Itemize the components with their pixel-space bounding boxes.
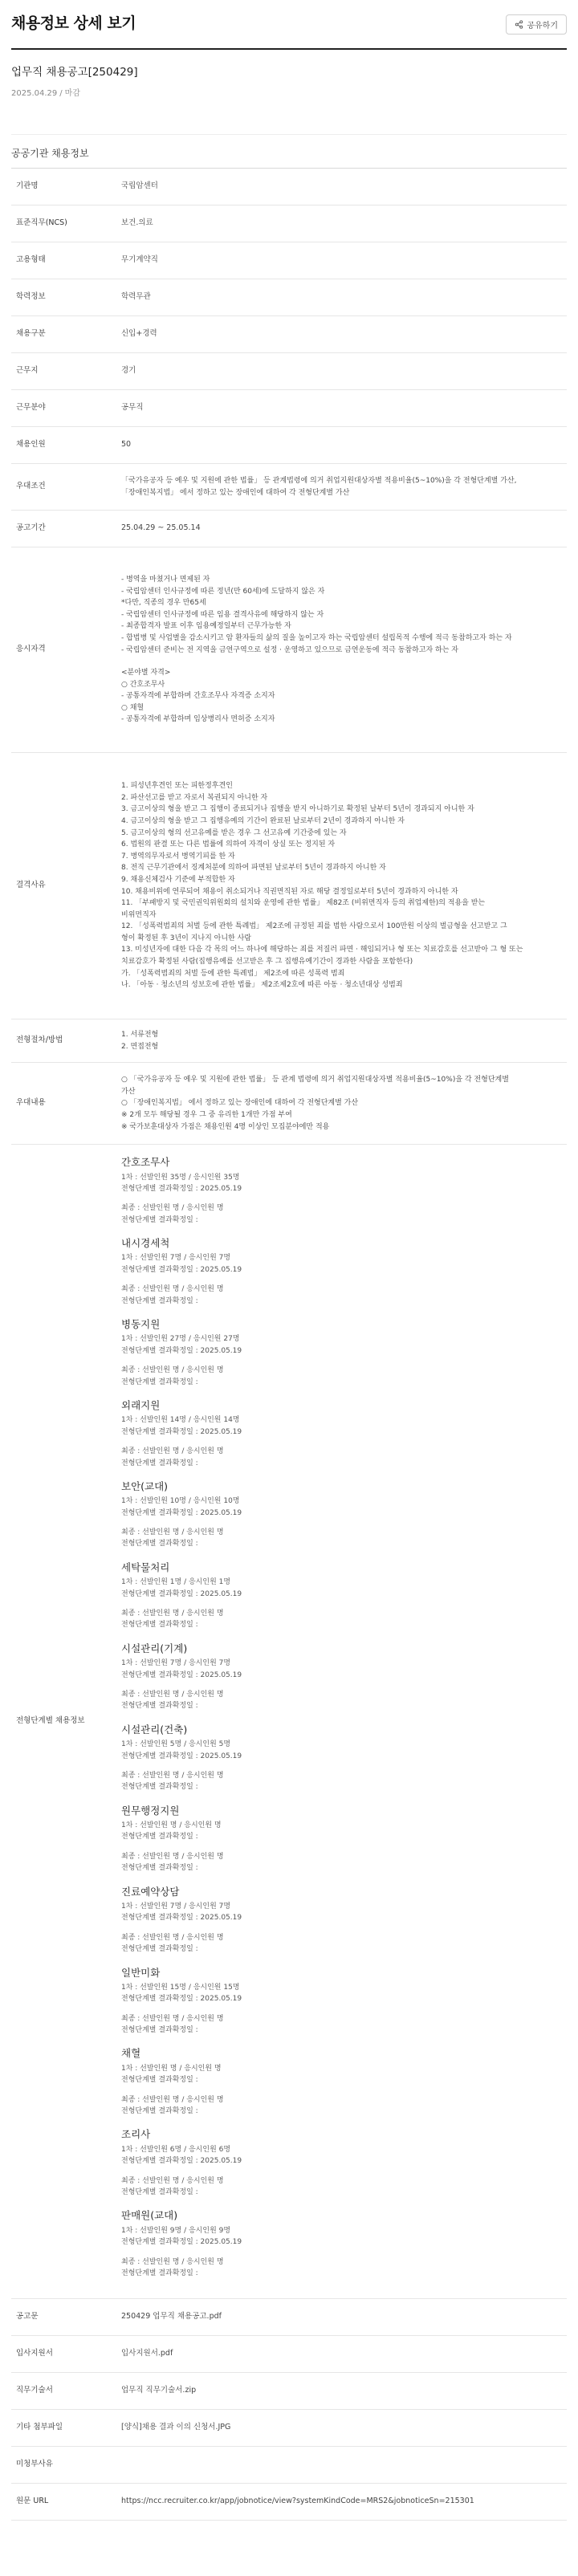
row-value: 보건.의료 xyxy=(121,218,153,228)
stage-line: 1차 : 선발인원 명 / 응시인원 명 xyxy=(121,2064,222,2073)
row-label: 전형절차/방법 xyxy=(16,1036,63,1045)
row-headcount xyxy=(11,427,567,464)
text-line: 7. 병역의무자로서 병역기피를 한 자 xyxy=(121,852,235,861)
row-ncs xyxy=(11,206,567,242)
row-value: 무기계약직 xyxy=(121,255,158,265)
row-value: 25.04.29 ~ 25.05.14 xyxy=(121,523,201,533)
stage-line: 전형단계별 결과확정일 : xyxy=(121,1540,198,1548)
text-line: - 공통자격에 부합하며 임상병리사 면허증 소지자 xyxy=(121,715,275,724)
row-value xyxy=(121,771,567,1000)
row-value: 신입+경력 xyxy=(121,329,157,339)
row-education xyxy=(11,279,567,316)
stage-line: 전형단계별 결과확정일 : 2025.05.19 xyxy=(121,1995,242,2004)
stage-line: 1차 : 선발인원 7명 / 응시인원 7명 xyxy=(121,1659,231,1668)
row-stages xyxy=(11,1145,567,2299)
row-preference-detail xyxy=(11,1063,567,1145)
row-label: 결격사유 xyxy=(16,881,46,890)
job-header xyxy=(0,50,578,108)
text-line: 10. 채용비위에 연루되어 채용이 취소되거나 직권면직된 자로 해당 결정일로부터 5년이 경과하지 아니한 자 xyxy=(121,887,458,896)
text-line: - 최종합격자 발표 이후 임용예정일부터 근무가능한 자 xyxy=(121,622,291,631)
stage-line: 최종 : 선발인원 명 / 응시인원 명 xyxy=(121,1609,224,1618)
stage-name: 채혈 xyxy=(121,2047,141,2060)
job-date: 2025.04.29 xyxy=(11,88,58,98)
row-label: 우대내용 xyxy=(16,1098,46,1108)
text-line: 치료감호가 확정된 사람(집행유예를 선고받은 후 그 집행유예기간이 경과한 사람을 포함한다) xyxy=(121,957,413,966)
text-line: 가. 「성폭력범죄의 처벌 등에 관한 특례법」 제2조에 따른 성폭력 범죄 xyxy=(121,969,345,978)
text-line: - 국립암센터 준비는 전 지역을 금연구역으로 설정 · 운영하고 있으므로 금연운동에 적극 동참하고자 하는 자 xyxy=(121,645,459,654)
stage-line: 전형단계별 결과확정일 : xyxy=(121,2187,198,2196)
stage-line: 전형단계별 결과확정일 : xyxy=(121,1833,198,1841)
stage-line: 전형단계별 결과확정일 : 2025.05.19 xyxy=(121,1184,242,1193)
row-label: 학력정보 xyxy=(16,292,46,302)
text-line: 「장애인복지법」 에서 정하고 있는 장애인에 대하여 각 전형단계별 가산 xyxy=(121,488,350,497)
stage-name: 진료예약상담 xyxy=(121,1885,180,1898)
notice-file-link[interactable]: 250429 업무직 채용공고.pdf xyxy=(121,2312,222,2322)
stage-line: 전형단계별 결과확정일 : 2025.05.19 xyxy=(121,1427,242,1436)
stage-line: 최종 : 선발인원 명 / 응시인원 명 xyxy=(121,1285,224,1294)
row-method xyxy=(11,1019,567,1063)
text-line: 8. 전직 근무기관에서 징계처분에 의하여 파면된 날로부터 5년이 경과하지 아니한 자 xyxy=(121,864,386,873)
row-attachments xyxy=(11,2410,567,2447)
stage-name: 조리사 xyxy=(121,2128,151,2141)
row-qualification xyxy=(11,547,567,753)
row-location xyxy=(11,353,567,390)
stage-group xyxy=(121,1398,560,1469)
row-value xyxy=(121,1019,567,1062)
blank-line xyxy=(121,2086,560,2094)
stage-line: 전형단계별 결과확정일 : 2025.05.19 xyxy=(121,2157,242,2166)
stage-line: 전형단계별 결과확정일 : xyxy=(121,1621,198,1630)
blank-line xyxy=(121,1762,560,1770)
blank-line xyxy=(121,1600,560,1608)
blank-line xyxy=(121,2005,560,2013)
stage-name: 보안(교대) xyxy=(121,1479,169,1492)
text-line: 가산 xyxy=(121,1087,136,1096)
text-line: <분야별 자격> xyxy=(121,669,171,678)
stage-group xyxy=(121,1479,560,1550)
row-field xyxy=(11,390,567,427)
stage-line: 전형단계별 결과확정일 : xyxy=(121,1864,198,1873)
stage-line: 최종 : 선발인원 명 / 응시인원 명 xyxy=(121,2176,224,2185)
stage-group xyxy=(121,1641,560,1712)
stage-name: 병동지원 xyxy=(121,1318,161,1331)
text-line: 나. 「아동 · 청소년의 성보호에 관한 법률」 제2조제2호에 따른 아동 · 청소년대상 성범죄 xyxy=(121,981,403,990)
row-value xyxy=(121,466,567,508)
text-line: 2. 면접전형 xyxy=(121,1042,159,1051)
text-line: - 합법병 및 사업별을 감소시키고 암 환자들의 삶의 질을 높이고자 하는 국립암센터 설립목적 수행에 적극 동참하고자 하는 자 xyxy=(121,633,512,642)
row-value: 50 xyxy=(121,440,132,450)
row-label: 직무기술서 xyxy=(16,2386,53,2395)
text-line: 1. 피성년후견인 또는 피한정후견인 xyxy=(121,782,233,791)
stage-group xyxy=(121,2208,560,2279)
row-label: 기관명 xyxy=(16,181,39,191)
stage-name: 세탁물처리 xyxy=(121,1561,170,1573)
stage-line: 최종 : 선발인원 명 / 응시인원 명 xyxy=(121,1933,224,1942)
share-icon xyxy=(515,20,523,29)
stage-line: 최종 : 선발인원 명 / 응시인원 명 xyxy=(121,2257,224,2266)
stage-line: 1차 : 선발인원 15명 / 응시인원 15명 xyxy=(121,1983,240,1992)
stage-group xyxy=(121,1316,560,1388)
blank-line xyxy=(121,1924,560,1932)
text-line: 9. 채용신체검사 기준에 부적합한 자 xyxy=(121,875,235,884)
stage-line: 1차 : 선발인원 35명 / 응시인원 35명 xyxy=(121,1173,240,1182)
text-line: - 국립암센터 인사규정에 따른 임용 결격사유에 해당하지 않는 자 xyxy=(121,610,324,619)
text-line: - 공통자격에 부합하며 간호조무사 자격증 소지자 xyxy=(121,692,275,701)
text-line: 13. 미성년자에 대한 다음 각 목의 어느 하나에 해당하는 죄를 저질러 파면 · 해임되거나 형 또는 치료감호를 선고받아 그 형 또는 xyxy=(121,946,523,954)
stage-name: 시설관리(건축) xyxy=(121,1723,188,1736)
stage-line: 전형단계별 결과확정일 : xyxy=(121,1296,198,1305)
page-header xyxy=(0,0,578,48)
row-value: 공무직 xyxy=(121,403,144,413)
stage-line: 전형단계별 결과확정일 : 2025.05.19 xyxy=(121,1508,242,1517)
stage-group xyxy=(121,1803,560,1874)
row-value xyxy=(121,564,567,735)
row-value: 국립암센터 xyxy=(121,181,158,191)
text-line: 11. 「부패방지 및 국민권익위원회의 설치와 운영에 관한 법률」 제82조 (비위면직자 등의 취업제한)의 적용을 받는 xyxy=(121,899,486,908)
row-label: 채용인원 xyxy=(16,440,46,450)
stage-line: 1차 : 선발인원 명 / 응시인원 명 xyxy=(121,1821,222,1830)
text-line: 비위면직자 xyxy=(121,910,157,919)
row-label: 근무분야 xyxy=(16,403,46,413)
stage-line: 1차 : 선발인원 10명 / 응시인원 10명 xyxy=(121,1497,240,1506)
text-line: ○ 채혈 xyxy=(121,703,144,712)
stage-line: 전형단계별 결과확정일 : xyxy=(121,1783,198,1792)
text-line: ○ 「국가유공자 등 예우 및 지원에 관한 법률」 등 관계 법령에 의거 취업지원대상자별 적용비율(5~10%)을 각 전형단계별 xyxy=(121,1076,509,1085)
stage-line: 1차 : 선발인원 1명 / 응시인원 1명 xyxy=(121,1578,231,1587)
text-line: ※ 2개 모두 해당될 경우 그 중 유리한 1개만 가점 부여 xyxy=(121,1110,292,1119)
stage-line: 전형단계별 결과확정일 : xyxy=(121,1459,198,1467)
stage-line: 최종 : 선발인원 명 / 응시인원 명 xyxy=(121,1528,224,1537)
share-label: 공유하기 xyxy=(527,21,558,31)
text-line: - 국립암센터 인사규정에 따른 정년(만 60세)에 도달하지 않은 자 xyxy=(121,587,325,596)
row-label: 근무지 xyxy=(16,366,39,376)
text-line: 5. 금고이상의 형의 선고유예를 받은 경우 그 선고유예 기간중에 있는 자 xyxy=(121,828,347,837)
stage-line: 전형단계별 결과확정일 : xyxy=(121,2269,198,2277)
blank-line xyxy=(121,656,560,667)
job-desc-file-link[interactable]: 업무직 직무기술서.zip xyxy=(121,2386,197,2395)
row-value: 경기 xyxy=(121,366,136,376)
stage-line: 전형단계별 결과확정일 : 2025.05.19 xyxy=(121,1265,242,1274)
stage-line: 1차 : 선발인원 27명 / 응시인원 27명 xyxy=(121,1335,240,1344)
row-disqualification xyxy=(11,753,567,1019)
stage-line: 전형단계별 결과확정일 : xyxy=(121,1702,198,1711)
text-line: *다만, 직종의 경우 만65세 xyxy=(121,599,206,608)
blank-line xyxy=(121,1194,560,1203)
blank-line xyxy=(121,1519,560,1527)
text-line: ○ 「장애인복지법」 에서 정하고 있는 장애인에 대하여 각 전형단계별 가산 xyxy=(121,1099,359,1108)
text-line: 4. 금고이상의 형을 받고 그 집행유예의 기간이 완료된 날로부터 2년이 경과하지 아니한 자 xyxy=(121,817,405,826)
stage-line: 전형단계별 결과확정일 : xyxy=(121,1215,198,1224)
row-value xyxy=(121,1064,567,1142)
application-file-link[interactable]: 입사지원서.pdf xyxy=(121,2349,173,2358)
blank-line xyxy=(121,2167,560,2175)
stage-line: 전형단계별 결과확정일 : xyxy=(121,1945,198,1954)
row-label: 우대조건 xyxy=(16,482,46,491)
stage-line: 1차 : 선발인원 7명 / 응시인원 7명 xyxy=(121,1254,231,1263)
stage-group xyxy=(121,1154,560,1226)
stage-line: 전형단계별 결과확정일 : xyxy=(121,2026,198,2035)
stage-line: 최종 : 선발인원 명 / 응시인원 명 xyxy=(121,2014,224,2023)
text-line: 형이 확정된 후 3년이 지나지 아니한 사람 xyxy=(121,934,251,942)
stage-line: 1차 : 선발인원 6명 / 응시인원 6명 xyxy=(121,2145,231,2154)
share-button[interactable] xyxy=(506,14,567,35)
stage-group xyxy=(121,2045,560,2117)
stage-line: 전형단계별 결과확정일 : xyxy=(121,2107,198,2116)
row-label: 원문 URL xyxy=(16,2497,49,2506)
row-label: 입사지원서 xyxy=(16,2349,53,2358)
stage-group xyxy=(121,1235,560,1307)
stage-line: 최종 : 선발인원 명 / 응시인원 명 xyxy=(121,2095,224,2104)
row-label: 기타 첨부파일 xyxy=(16,2423,63,2432)
text-line: - 병역을 마쳤거나 면제된 자 xyxy=(121,576,210,584)
stage-line: 1차 : 선발인원 7명 / 응시인원 7명 xyxy=(121,1902,231,1911)
row-label: 채용구분 xyxy=(16,329,46,339)
row-preference xyxy=(11,464,567,511)
row-label: 고용형태 xyxy=(16,255,46,265)
stage-line: 최종 : 선발인원 명 / 응시인원 명 xyxy=(121,1366,224,1375)
text-line: ※ 국가보훈대상자 가점은 채용인원 4명 이상인 모집분야에만 적용 xyxy=(121,1122,330,1131)
stage-line: 전형단계별 결과확정일 : 2025.05.19 xyxy=(121,1589,242,1598)
row-label: 공고문 xyxy=(16,2312,39,2322)
stage-line: 전형단계별 결과확정일 : 2025.05.19 xyxy=(121,1914,242,1923)
stage-name: 내시경세척 xyxy=(121,1237,170,1250)
stage-group xyxy=(121,2126,560,2198)
blank-line xyxy=(121,1276,560,1284)
attachment-file-link[interactable]: [양식]채용 결과 이의 신청서.JPG xyxy=(121,2423,231,2432)
meta-separator: / xyxy=(59,88,63,98)
row-label: 전형단계별 채용정보 xyxy=(16,1716,85,1726)
text-line: 12. 「성폭력범죄의 처벌 등에 관한 특례법」 제2조에 규정된 죄를 범한 사람으로서 100만원 이상의 벌금형을 선고받고 그 xyxy=(121,922,507,931)
info-table xyxy=(11,168,567,2521)
stage-line: 전형단계별 결과확정일 : 2025.05.19 xyxy=(121,2238,242,2247)
stages-list xyxy=(121,1145,567,2298)
stage-name: 판매원(교대) xyxy=(121,2209,178,2222)
row-value xyxy=(121,2459,567,2472)
section-title: 공공기관 채용정보 xyxy=(11,148,89,160)
stage-line: 전형단계별 결과확정일 : xyxy=(121,2076,198,2085)
row-label: 응시자격 xyxy=(16,645,46,654)
row-label: 미청부사유 xyxy=(16,2460,53,2469)
stage-line: 전형단계별 결과확정일 : 2025.05.19 xyxy=(121,1346,242,1355)
stage-name: 원무행정지원 xyxy=(121,1804,180,1817)
row-notice-file xyxy=(11,2299,567,2336)
stage-group xyxy=(121,1560,560,1631)
stage-name: 시설관리(기계) xyxy=(121,1642,188,1654)
stage-group xyxy=(121,1722,560,1793)
row-url xyxy=(11,2484,567,2521)
row-job-desc xyxy=(11,2373,567,2410)
text-line: ○ 간호조무사 xyxy=(121,680,165,689)
blank-line xyxy=(121,1681,560,1689)
row-org xyxy=(11,169,567,206)
row-period xyxy=(11,511,567,547)
blank-line xyxy=(121,1843,560,1851)
stage-line: 최종 : 선발인원 명 / 응시인원 명 xyxy=(121,1690,224,1699)
stage-name: 외래지원 xyxy=(121,1398,161,1411)
job-title: 업무직 채용공고[250429] xyxy=(11,66,138,79)
row-value: 학력무관 xyxy=(121,292,151,302)
stage-line: 최종 : 선발인원 명 / 응시인원 명 xyxy=(121,1204,224,1213)
source-url-link[interactable]: https://ncc.recruiter.co.kr/app/jobnotice/view?systemKindCode=MRS2&jobnoticeSn=215301 xyxy=(121,2497,474,2506)
row-label: 공고기간 xyxy=(16,523,46,533)
text-line: 2. 파산선고를 받고 자로서 복권되지 아니한 자 xyxy=(121,793,268,802)
stage-line: 1차 : 선발인원 5명 / 응시인원 5명 xyxy=(121,1740,231,1749)
stage-line: 전형단계별 결과확정일 : 2025.05.19 xyxy=(121,1752,242,1760)
stage-line: 최종 : 선발인원 명 / 응시인원 명 xyxy=(121,1771,224,1780)
section-divider xyxy=(11,108,567,135)
stage-line: 최종 : 선발인원 명 / 응시인원 명 xyxy=(121,1447,224,1456)
stage-line: 전형단계별 결과확정일 : 2025.05.19 xyxy=(121,1671,242,1679)
row-unhired-reason xyxy=(11,2447,567,2484)
stage-line: 전형단계별 결과확정일 : xyxy=(121,1378,198,1386)
row-employment xyxy=(11,242,567,279)
stage-group xyxy=(121,1884,560,1955)
text-line: 「국가유공자 등 예우 및 지원에 관한 법률」 등 관계법령에 의거 취업지원대상자별 적용비율(5~10%)을 각 전형단계별 가산, xyxy=(121,476,517,485)
stage-group xyxy=(121,1965,560,2037)
row-application xyxy=(11,2336,567,2373)
text-line: 6. 법원의 판결 또는 다른 법률에 의하여 자격이 상실 또는 정지된 자 xyxy=(121,840,336,849)
text-line: 1. 서류전형 xyxy=(121,1031,159,1040)
job-meta xyxy=(11,87,567,100)
stage-line: 1차 : 선발인원 9명 / 응시인원 9명 xyxy=(121,2226,231,2235)
row-label: 표준직무(NCS) xyxy=(16,218,67,228)
blank-line xyxy=(121,1357,560,1365)
page-title: 채용정보 상세 보기 xyxy=(11,14,136,33)
blank-line xyxy=(121,1438,560,1446)
blank-line xyxy=(121,2248,560,2257)
stage-line: 1차 : 선발인원 14명 / 응시인원 14명 xyxy=(121,1416,240,1425)
job-status: 마감 xyxy=(64,88,80,98)
stage-name: 간호조무사 xyxy=(121,1156,170,1169)
stage-line: 최종 : 선발인원 명 / 응시인원 명 xyxy=(121,1852,224,1861)
text-line: 3. 금고이상의 형을 받고 그 집행이 종료되거나 집행을 받지 아니하기로 확정된 날부터 5년이 경과되지 아니한 자 xyxy=(121,805,474,814)
row-hire-type xyxy=(11,316,567,353)
stage-name: 일반미화 xyxy=(121,1966,161,1979)
